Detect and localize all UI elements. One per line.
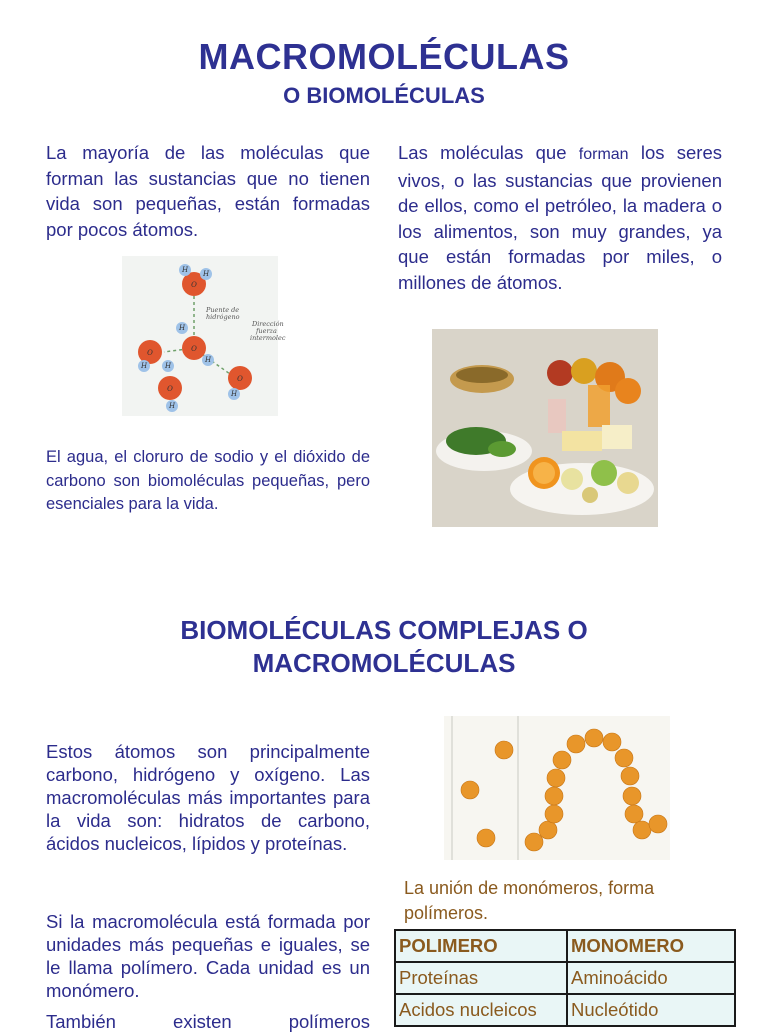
atom-label-h: H (178, 324, 186, 332)
table-header-row (395, 930, 735, 962)
atom-label-h: H (168, 402, 176, 410)
si-paragraph (46, 910, 370, 1033)
intro-right-word-forman: forman (578, 146, 629, 163)
beads-drawing (444, 716, 670, 860)
intro-left-paragraph: La mayoría de las moléculas que forman las sustancias que no tienen vida son pequeñas, están formadas por pocos átomos. (46, 142, 370, 240)
atom-label-o: O (191, 281, 197, 289)
label-dir-1: Dirección (252, 320, 284, 328)
page-subtitle: O BIOMOLÉCULAS (283, 83, 485, 108)
water-molecules-image (122, 256, 286, 416)
section-title (0, 614, 768, 680)
table-row (395, 962, 735, 994)
atom-label-h: H (230, 390, 238, 398)
label-dir-3: intermolec (250, 334, 286, 342)
atom-label-h: H (140, 362, 148, 370)
label-dir-2: fuerza (256, 327, 277, 335)
atom-label-h: H (181, 266, 189, 274)
atom-label-h: H (164, 362, 172, 370)
agua-paragraph: El agua, el cloruro de sodio y el dióxido de carbono son biomoléculas pequeñas, pero esenciales para la vida. (46, 448, 370, 513)
table-cell: Acidos nucleicos (395, 994, 567, 1026)
monomer-beads-image (444, 716, 670, 860)
water-molecules-drawing (122, 256, 286, 416)
table-header-monomero: MONOMERO (567, 930, 735, 962)
section-title-line-1: BIOMOLÉCULAS COMPLEJAS O (180, 615, 588, 645)
atom-label-o: O (237, 375, 243, 383)
polymer-monomer-table (394, 929, 736, 1027)
union-caption: La unión de monómeros, forma polímeros. (404, 878, 655, 923)
si-text: Si la macromolécula está formada por unidades más pequeñas e iguales, se le llama polímero. Cada unidad es un monómero. (46, 911, 370, 1001)
intro-right-part-b: los seres vivos, o las sustancias que provienen de ellos, como el petróleo, la madera o los alimentos, son muy grandes, ya que están formadas por miles, o millones de átomos. (398, 142, 722, 293)
label-bridge-1: Puente de (206, 306, 240, 314)
table-header-polimero: POLIMERO (395, 930, 567, 962)
atom-label-o: O (147, 349, 153, 357)
table-cell: Aminoácido (567, 962, 735, 994)
tambien-text: También existen polímeros (46, 1011, 370, 1032)
food-drawing (432, 329, 658, 527)
page-title: MACROMOLÉCULAS (198, 36, 570, 77)
atom-label-o: O (191, 345, 197, 353)
estos-paragraph: Estos átomos son principalmente carbono, hidrógeno y oxígeno. Las macromoléculas más importantes para la vida son: hidratos de carbono, ácidos nucleicos, lípidos y proteínas. (46, 741, 370, 854)
table-cell: Proteínas (395, 962, 567, 994)
atom-label-h: H (204, 356, 212, 364)
atom-label-o: O (167, 385, 173, 393)
table-cell: Nucleótido (567, 994, 735, 1026)
label-bridge-2: hidrógeno (206, 313, 240, 321)
food-photo (432, 329, 658, 527)
atom-label-h: H (202, 270, 210, 278)
table-row (395, 994, 735, 1026)
intro-right-part-a: Las moléculas que (398, 142, 579, 163)
intro-right-paragraph (398, 140, 722, 295)
section-title-line-2: MACROMOLÉCULAS (252, 648, 516, 678)
